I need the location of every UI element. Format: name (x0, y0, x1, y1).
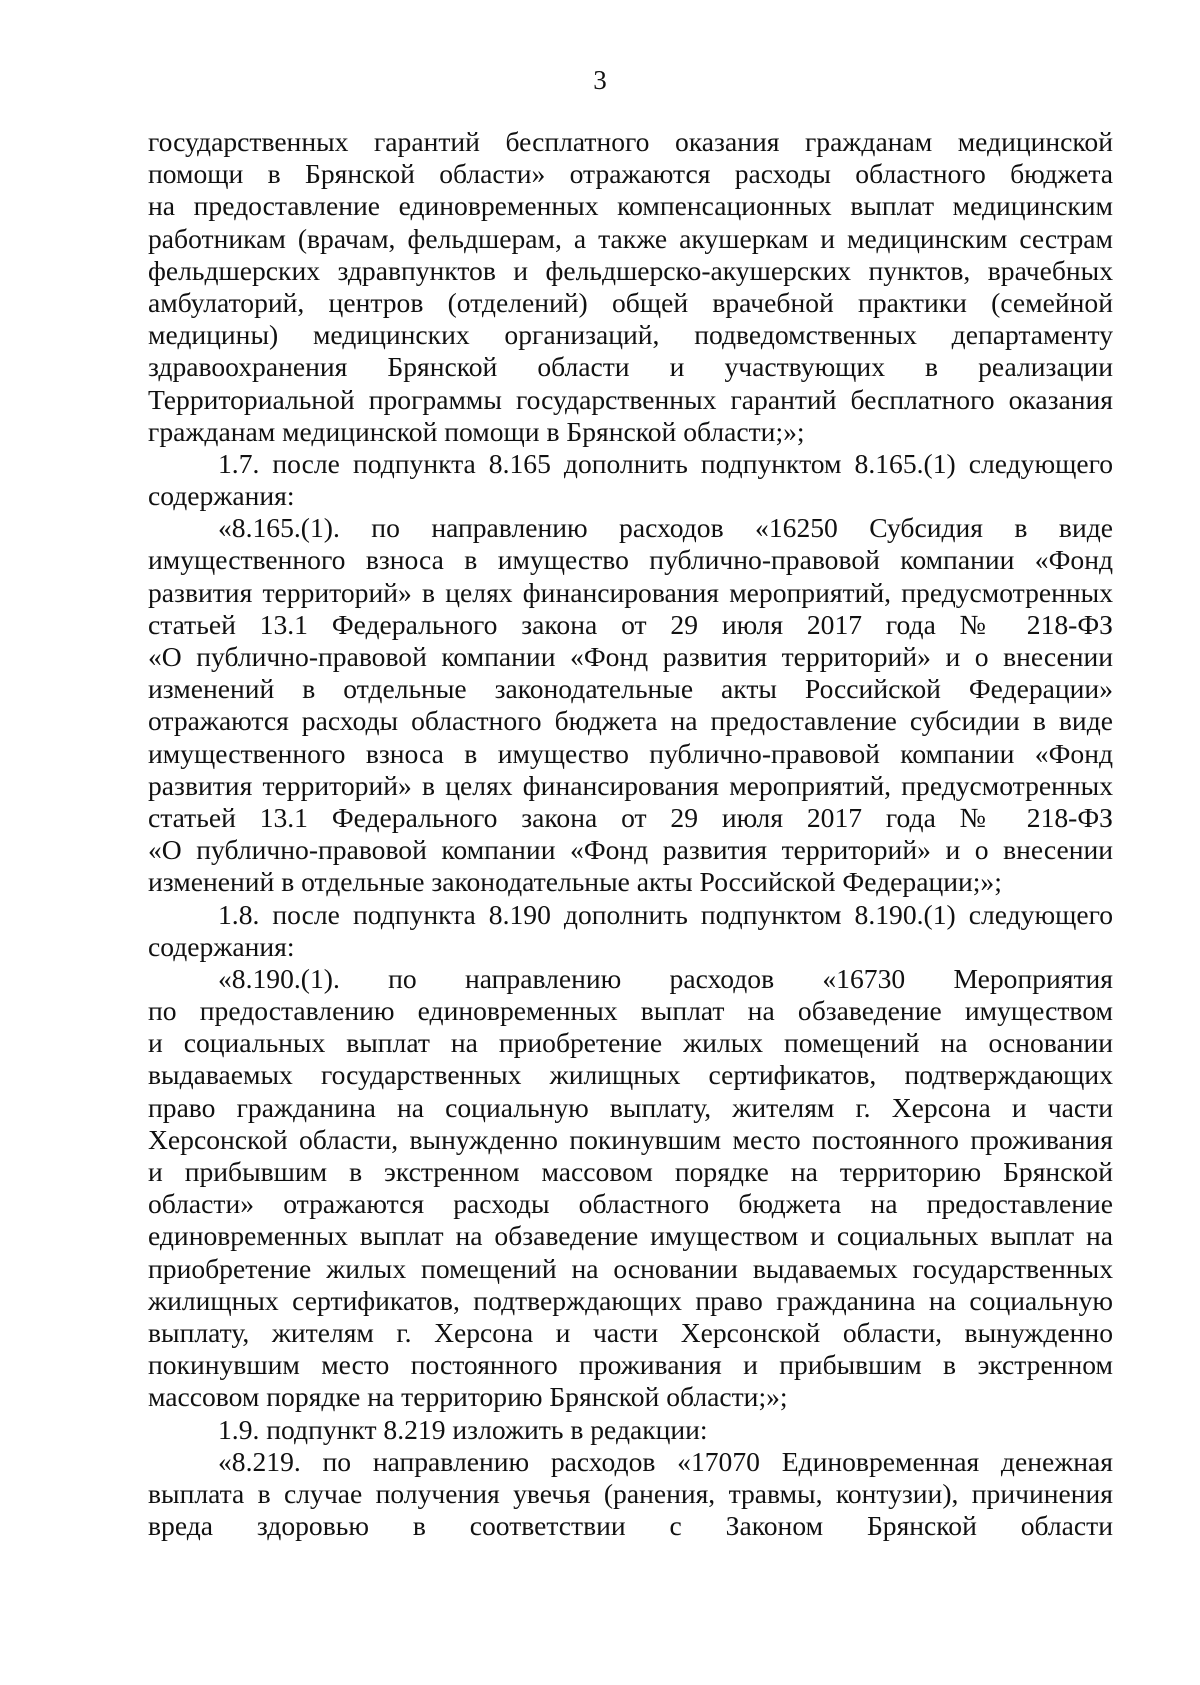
text-line: 1.7. после подпункта 8.165 дополнить подпунктом 8.165.(1) следующего (218, 447, 1113, 479)
text-line: помощи в Брянской области» отражаются расходы областного бюджета (148, 158, 1113, 190)
text-line: вреда здоровью в соответствии с Законом Брянской области (148, 1510, 1113, 1542)
text-line: развития территорий» в целях финансирования мероприятий, предусмотренных (148, 576, 1113, 608)
text-line: выдаваемых государственных жилищных сертификатов, подтверждающих (148, 1059, 1113, 1091)
text-line: и прибывшим в экстренном массовом порядке на территорию Брянской (148, 1156, 1113, 1187)
text-line: изменений в отдельные законодательные акты Российской Федерации;»; (148, 866, 1002, 898)
text-line: содержания: (148, 930, 295, 962)
text-line: Территориальной программы государственных гарантий бесплатного оказания (148, 383, 1113, 415)
text-line: по предоставлению единовременных выплат на обзаведение имуществом (148, 995, 1113, 1027)
text-line: развития территорий» в целях финансирования мероприятий, предусмотренных (148, 769, 1113, 801)
text-line: на предоставление единовременных компенсационных выплат медицинским (148, 190, 1113, 222)
text-line: «8.190.(1). по направлению расходов «16730 Мероприятия (218, 962, 1113, 994)
text-line: приобретение жилых помещений на основании выдаваемых государственных (148, 1252, 1113, 1284)
text-line: «8.165.(1). по направлению расходов «16250 Субсидия в виде (218, 512, 1113, 544)
text-line: выплату, жителям г. Херсона и части Херсонской области, вынужденно (148, 1316, 1113, 1348)
text-line: амбулаторий, центров (отделений) общей врачебной практики (семейной (148, 286, 1113, 318)
text-line: гражданам медицинской помощи в Брянской области;»; (148, 415, 805, 447)
text-line: здравоохранения Брянской области и участвующих в реализации (148, 351, 1113, 383)
text-line: право гражданина на социальную выплату, жителям г. Херсона и части (148, 1091, 1113, 1123)
text-line: отражаются расходы областного бюджета на предоставление субсидии в виде (148, 705, 1113, 737)
text-line: 1.8. после подпункта 8.190 дополнить подпунктом 8.190.(1) следующего (218, 898, 1113, 930)
text-line: статьей 13.1 Федерального закона от 29 июля 2017 года № 218-ФЗ (148, 608, 1113, 640)
text-line: области» отражаются расходы областного бюджета на предоставление (148, 1188, 1113, 1220)
text-line: жилищных сертификатов, подтверждающих право гражданина на социальную (148, 1284, 1113, 1316)
document-body (148, 126, 1113, 1542)
text-line: «8.219. по направлению расходов «17070 Единовременная денежная (218, 1445, 1113, 1477)
text-line: покинувшим место постоянного проживания и прибывшим в экстренном (148, 1349, 1113, 1381)
text-line: содержания: (148, 480, 295, 512)
text-line: «О публично-правовой компании «Фонд развития территорий» и о внесении (148, 834, 1113, 866)
text-line: медицины) медицинских организаций, подведомственных департаменту (148, 319, 1113, 351)
text-line: изменений в отдельные законодательные акты Российской Федерации» (148, 673, 1113, 705)
text-line: работникам (врачам, фельдшерам, а также акушеркам и медицинским сестрам (148, 222, 1113, 254)
text-line: государственных гарантий бесплатного оказания гражданам медицинской (148, 126, 1113, 157)
text-line: массовом порядке на территорию Брянской области;»; (148, 1381, 788, 1413)
text-line: «О публично-правовой компании «Фонд развития территорий» и о внесении (148, 641, 1113, 672)
text-line: фельдшерских здравпунктов и фельдшерско-акушерских пунктов, врачебных (148, 254, 1113, 286)
text-line: имущественного взноса в имущество публично-правовой компании «Фонд (148, 737, 1113, 769)
text-line: 1.9. подпункт 8.219 изложить в редакции: (218, 1413, 708, 1445)
text-line: выплата в случае получения увечья (ранения, травмы, контузии), причинения (148, 1477, 1113, 1509)
text-line: имущественного взноса в имущество публично-правовой компании «Фонд (148, 544, 1113, 576)
text-line: единовременных выплат на обзаведение имуществом и социальных выплат на (148, 1220, 1113, 1252)
text-line: и социальных выплат на приобретение жилых помещений на основании (148, 1027, 1113, 1059)
text-line: статьей 13.1 Федерального закона от 29 июля 2017 года № 218-ФЗ (148, 801, 1113, 833)
page-number: 3 (593, 65, 607, 95)
text-line: Херсонской области, вынужденно покинувшим место постоянного проживания (148, 1123, 1113, 1155)
